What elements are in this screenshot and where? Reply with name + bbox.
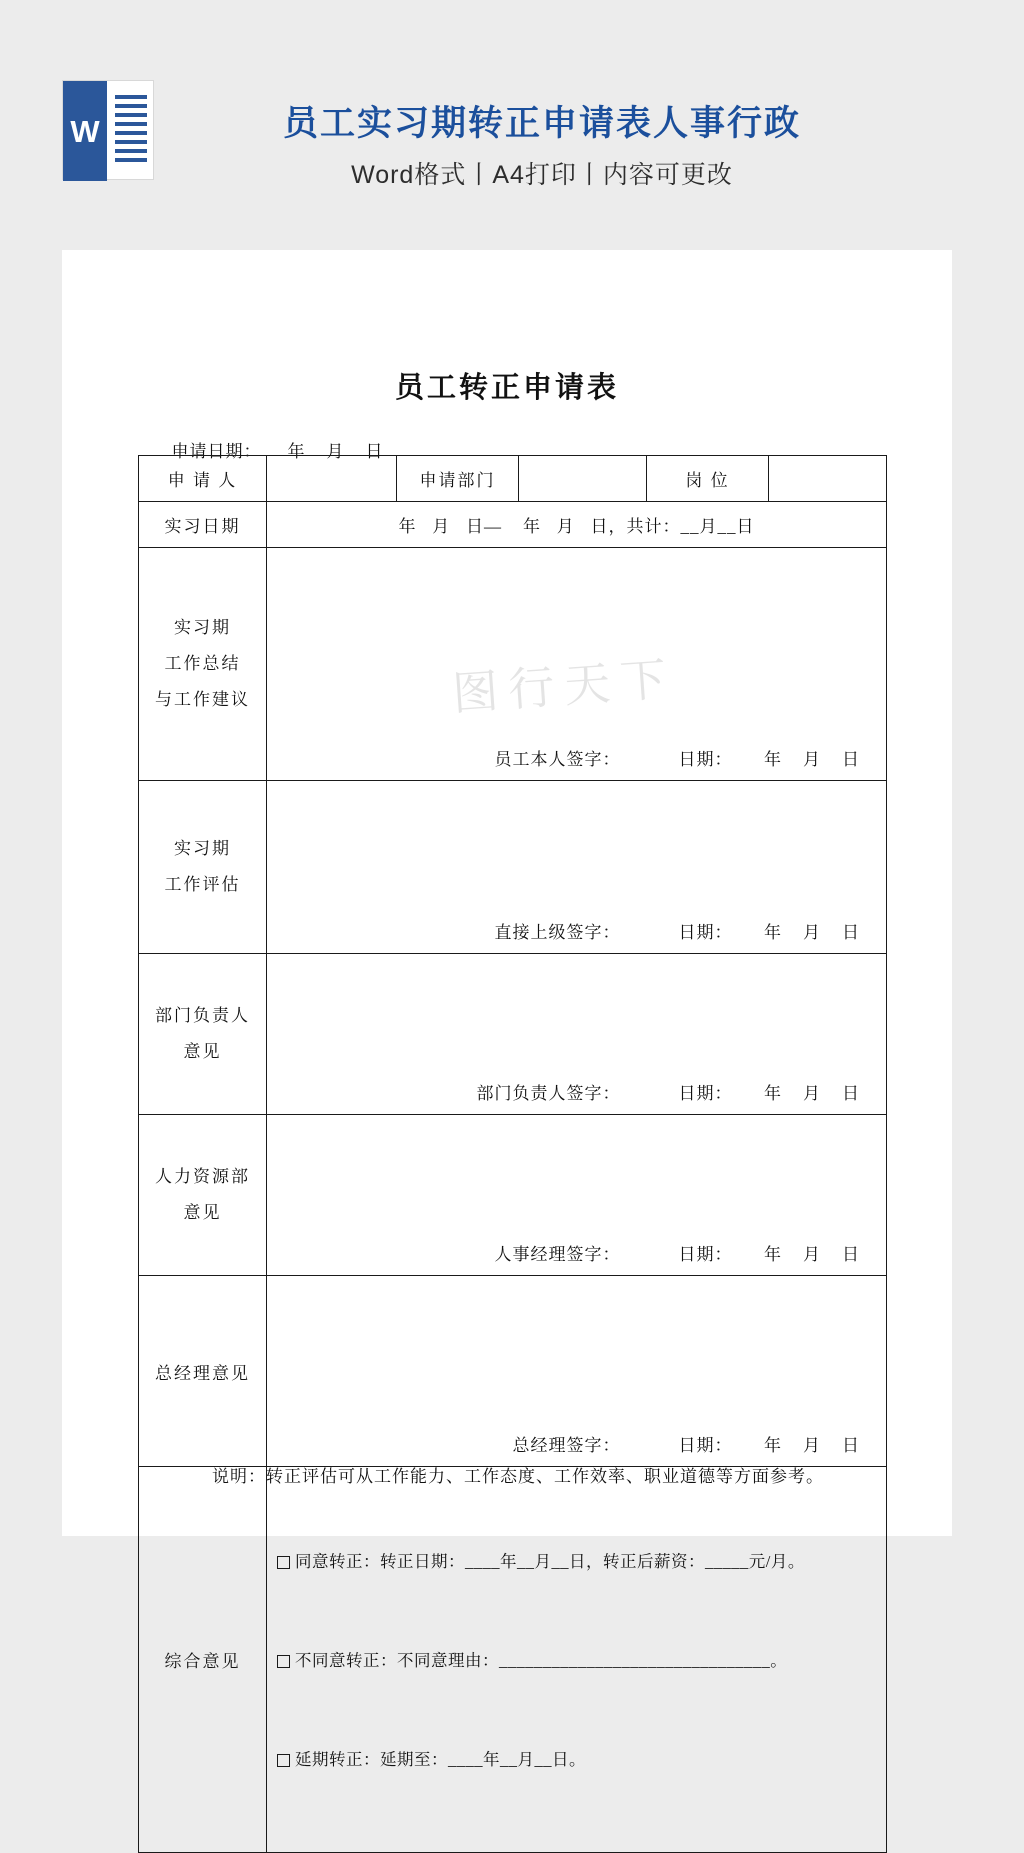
intern-date-label: 实习日期	[139, 502, 267, 548]
general-manager-date-label: 日期： 年 月 日	[678, 1436, 860, 1455]
hr-manager-signature-line	[267, 1240, 878, 1265]
general-manager-signature-label: 总经理签字：	[512, 1436, 621, 1455]
department-label: 申请部门	[397, 456, 519, 502]
general-manager-signature-line	[267, 1431, 878, 1456]
general-manager-label: 总经理意见	[139, 1276, 267, 1467]
table-row	[139, 781, 887, 954]
application-form-table	[138, 455, 887, 1853]
hr-manager-signature-label: 人事经理签字：	[494, 1245, 621, 1264]
form-title: 员工转正申请表	[394, 372, 619, 404]
apply-date-value: 年 月 日	[287, 442, 384, 461]
position-label: 岗 位	[647, 456, 769, 502]
option-reject[interactable]	[277, 1644, 886, 1677]
hr-department-label	[139, 1115, 267, 1276]
department-head-label-l2: 意见	[183, 1042, 222, 1061]
applicant-label: 申 请 人	[139, 456, 267, 502]
department-head-label	[139, 954, 267, 1115]
work-summary-signature-label: 员工本人签字：	[494, 750, 621, 769]
watermark-text: 图行天下	[450, 653, 678, 720]
supervisor-date-label: 日期： 年 月 日	[678, 923, 860, 942]
table-row	[139, 1115, 887, 1276]
department-head-signature-line	[267, 1079, 878, 1104]
supervisor-signature-line	[267, 918, 878, 943]
option-approve[interactable]	[277, 1545, 886, 1578]
option-postpone-label: 延期转正：延期至：____年__月__日。	[295, 1750, 586, 1769]
option-approve-label: 同意转正：转正日期：____年__月__日，转正后薪资：_____元/月。	[295, 1552, 805, 1571]
table-row	[139, 548, 887, 781]
checkbox-approve-icon[interactable]	[277, 1556, 290, 1569]
department-input[interactable]	[519, 456, 647, 502]
final-decision-label: 综合意见	[139, 1467, 267, 1853]
page-header	[0, 0, 1024, 240]
work-summary-signature-line	[267, 745, 878, 770]
work-evaluation-label	[139, 781, 267, 954]
work-summary-label	[139, 548, 267, 781]
table-row	[139, 1276, 887, 1467]
table-row	[139, 1467, 887, 1853]
option-reject-label: 不同意转正：不同意理由：_______________________________。	[295, 1651, 788, 1670]
department-head-signature-label: 部门负责人签字：	[476, 1084, 621, 1103]
work-evaluation-input[interactable]	[267, 781, 887, 954]
work-summary-label-l3: 与工作建议	[155, 689, 250, 709]
hr-department-input[interactable]	[267, 1115, 887, 1276]
department-head-date-label: 日期： 年 月 日	[678, 1084, 860, 1103]
work-evaluation-label-l1: 实习期	[174, 839, 231, 859]
work-summary-date-label: 日期： 年 月 日	[678, 750, 860, 769]
department-head-label-l1: 部门负责人	[155, 1006, 250, 1026]
table-row	[139, 502, 887, 548]
page-title: 员工实习期转正申请表人事行政	[282, 104, 801, 143]
supervisor-signature-label: 直接上级签字：	[494, 923, 621, 942]
option-postpone[interactable]	[277, 1743, 886, 1776]
document-sheet	[62, 250, 952, 1769]
page-subtitle: Word格式丨A4打印丨内容可更改	[351, 161, 733, 189]
hr-manager-date-label: 日期： 年 月 日	[678, 1245, 860, 1264]
work-summary-label-l1: 实习期	[174, 618, 231, 638]
table-row	[139, 456, 887, 502]
hr-department-label-l1: 人力资源部	[155, 1167, 250, 1187]
final-decision-options	[267, 1467, 887, 1853]
word-logo-letter: W	[70, 113, 100, 149]
work-evaluation-label-l2: 工作评估	[164, 875, 241, 894]
form-note: 说明：转正评估可从工作能力、工作态度、工作效率、职业道德等方面参考。	[212, 1467, 824, 1486]
general-manager-input[interactable]	[267, 1276, 887, 1467]
work-summary-label-l2: 工作总结	[164, 654, 241, 674]
intern-date-value[interactable]: 年 月 日— 年 月 日，共计：__月__日	[267, 502, 887, 548]
department-head-input[interactable]	[267, 954, 887, 1115]
applicant-input[interactable]	[267, 456, 397, 502]
position-input[interactable]	[769, 456, 887, 502]
checkbox-postpone-icon[interactable]	[277, 1754, 290, 1767]
checkbox-reject-icon[interactable]	[277, 1655, 290, 1668]
hr-department-label-l2: 意见	[183, 1203, 222, 1222]
table-row	[139, 954, 887, 1115]
apply-date-label: 申请日期：	[171, 442, 262, 461]
work-summary-input[interactable]	[267, 548, 887, 781]
